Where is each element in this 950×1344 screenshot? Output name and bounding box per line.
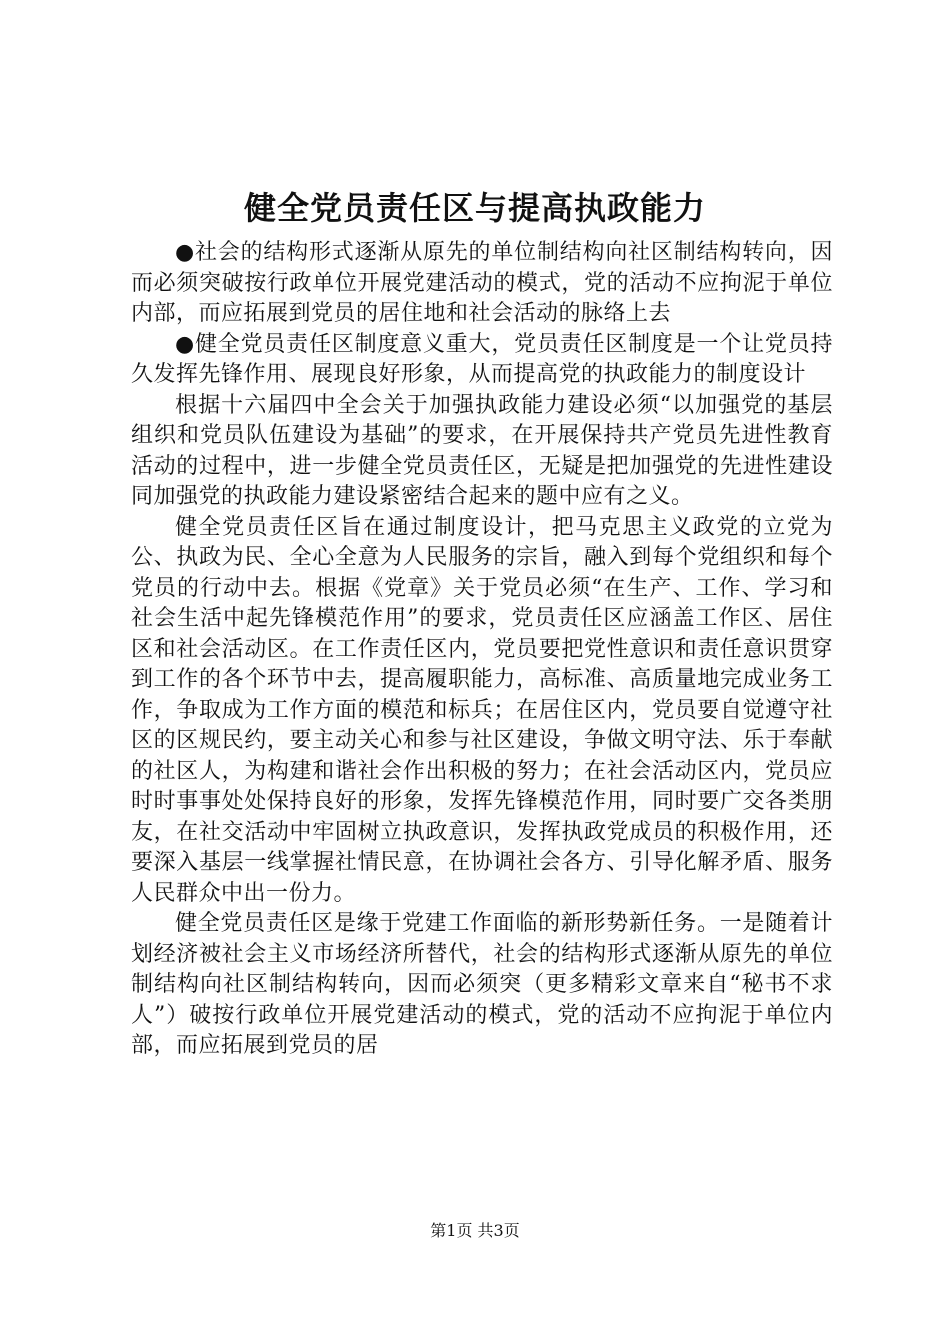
- paragraph-4: 健全党员责任区旨在通过制度设计，把马克思主义政党的立党为公、执政为民、全心全意为人民服务的宗旨，融入到每个党组织和每个党员的行动中去。根据《党章》关于党员必须“在生产、工作、学习和社会生活中起先锋模范作用”的要求，党员责任区应涵盖工作区、居住区和社会活动区。在工作责任区内，党员要把党性意识和责任意识贯穿到工作的各个环节中去，提高履职能力，高标准、高质量地完成业务工作，争取成为工作方面的模范和标兵；在居住区内，党员要自觉遵守社区的区规民约，要主动关心和参与社区建设，争做文明守法、乐于奉献的社区人，为构建和谐社会作出积极的努力；在社会活动区内，党员应时时事事处处保持良好的形象，发挥先锋模范作用，同时要广交各类朋友，在社交活动中牢固树立执政意识，发挥执政党成员的积极作用，还要深入基层一线掌握社情民意，在协调社会各方、引导化解矛盾、服务人民群众中出一份力。: [131, 514, 833, 906]
- paragraph-1: ●社会的结构形式逐渐从原先的单位制结构向社区制结构转向，因而必须突破按行政单位开展党建活动的模式，党的活动不应拘泥于单位内部，而应拓展到党员的居住地和社会活动的脉络上去: [131, 240, 833, 326]
- paragraph-2: ●健全党员责任区制度意义重大，党员责任区制度是一个让党员持久发挥先锋作用、展现良好形象，从而提高党的执政能力的制度设计: [131, 331, 833, 387]
- document-title: 健全党员责任区与提高执政能力: [243, 189, 706, 227]
- document-body: [131, 238, 833, 1062]
- page-number-footer: 第1页 共3页: [430, 1221, 520, 1240]
- paragraph-5: 健全党员责任区是缘于党建工作面临的新形势新任务。一是随着计划经济被社会主义市场经济所替代，社会的结构形式逐渐从原先的单位制结构向社区制结构转向，因而必须突（更多精彩文章来自“秘书不求人”）破按行政单位开展党建活动的模式，党的活动不应拘泥于单位内部，而应拓展到党员的居: [131, 911, 833, 1058]
- paragraph-3: 根据十六届四中全会关于加强执政能力建设必须“以加强党的基层组织和党员队伍建设为基础”的要求，在开展保持共产党员先进性教育活动的过程中，进一步健全党员责任区，无疑是把加强党的先进性建设同加强党的执政能力建设紧密结合起来的题中应有之义。: [131, 392, 833, 509]
